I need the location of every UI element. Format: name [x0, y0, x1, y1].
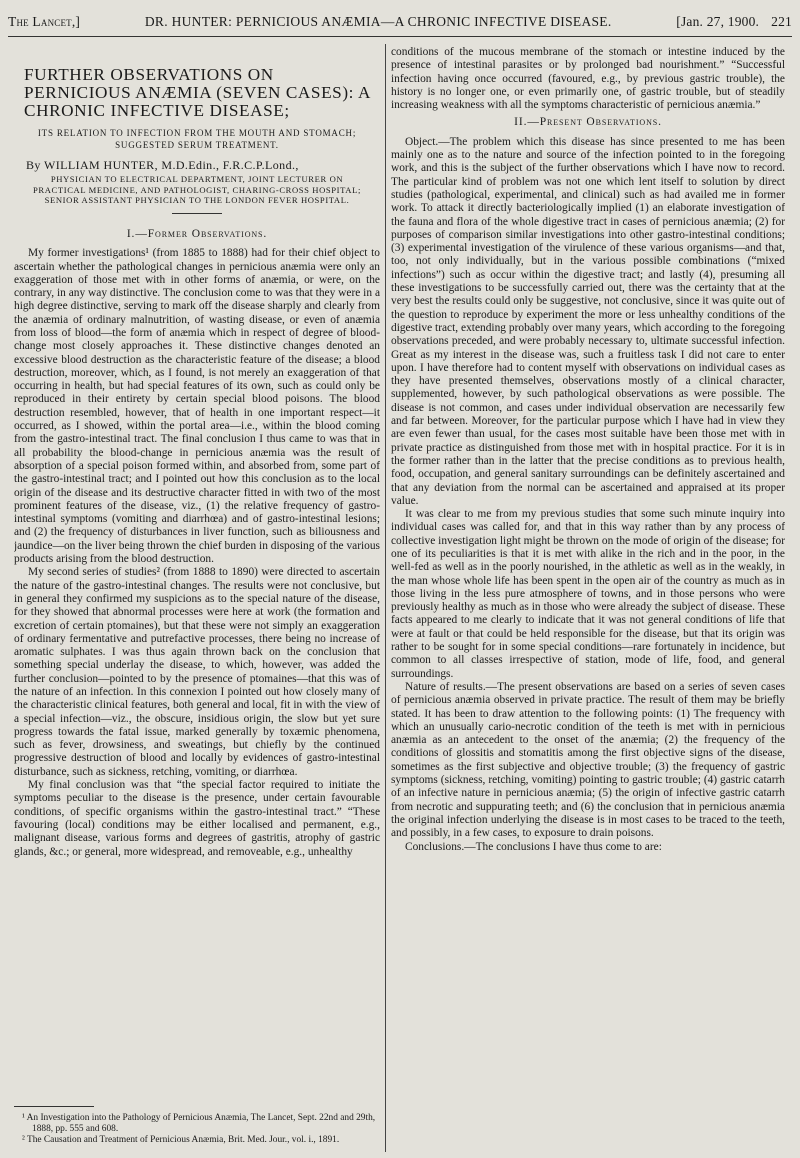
paragraph: My former investigations¹ (from 1885 to 1888) had for their chief object to ascertain whether the pathological changes in pernicious anæmia were only an exaggeration of those met with in other forms of anæmia, or were, on the contrary, in any way distinctive. The conclusion come to was that they were in a high degree distinctive, serving to mark off the disease sharply and clearly from the anæmia of ordinary malnutrition, of wasting disease, or even of anæmia from loss of blood—the form of anæmia which in respect of degree of blood-change most closely approaches it. These distinctive changes denoted an excessive blood destruction as the characteristic feature of the disease; a blood destruction, moreover, which, as I found, is not merely an exaggeration of that occurring in health, but had special features of its own, such as could only be reproduced in their entirety by certain special blood poisons. The blood destruction resembled, however, that of health in one important respect—it occurred, as I showed, within the portal area—i.e., within the blood coming from the gastro-intestinal tract. The final conclusion I thus came to was that in all probability the blood-change in pernicious anæmia was the result of absorption of a special poison formed within, and absorbed from, some part of the gastro-intestinal tract; and I pointed out how this conclusion as to the local origin of the disease and its destructive character fitted in with two of the most prominent features of the disease, viz., (1) the relative frequency of gastro-intestinal symptoms (vomiting and diarrhœa) and of gastro-intestinal lesions; and (2) the frequency of disturbances in liver function, such as biliousness and jaundice—on the liver being thrown the chief burden in disposing of the various products arising from the blood destruction.	[14, 247, 380, 566]
date-and-page	[676, 14, 792, 30]
paragraph: My second series of studies² (from 1888 to 1890) were directed to ascertain the nature of the gastro-intestinal changes. The results were not conclusive, but in general they confirmed my suspicions as to the special nature of the disease, for they showed that abnormal processes were here at work (the formation and excretion of certain ptomaines), but that these were not simply an exaggeration of ordinary fermentative and putrefactive processes, there being no increase of aromatic sulphates. I was thus again thrown back on the conclusion that something special underlay the disease, to which, however, was added the further conclusion—pointed to by the presence of ptomaines—that this was of the nature of an infection. In this connexion I pointed out how closely many of the characteristic clinical features, both general and local, fit in with the view of a special infection—viz., the obscure, insidious origin, the slow but yet sure progress towards the fatal issue, marked generally by toxæmic phenomena, such as fever, drowsiness, and sweatings, but chiefly by the continued progressive destruction of blood and locally by evidences of gastro-intestinal disturbance, such as sickness, retching, vomiting, or diarrhœa.	[14, 566, 380, 778]
author-affiliation: PHYSICIAN TO ELECTRICAL DEPARTMENT, JOINT LECTURER ON PRACTICAL MEDICINE, AND PATHOLOGIST, CHARING-CROSS HOSPITAL; SENIOR ASSISTANT PHYSICIAN TO THE LONDON FEVER HOSPITAL.	[33, 174, 361, 205]
left-column	[14, 44, 380, 1154]
paragraph: Nature of results.—The present observations are based on a series of seven cases of pernicious anæmia observed in private practice. The result of them may be briefly stated. It has been to draw attention to the following points: (1) The frequency with which an unusually cario-necrotic condition of the teeth is met with in pernicious anæmia as an antecedent to the onset of the anæmia; (2) the frequency of the conditions of glossitis and stomatitis among the first objective signs of the disease, sometimes as the first subjective and objective trouble; (3) the frequency of gastric symptoms (sickness, retching, vomiting) pointing to gastric trouble; (4) gastric catarrh of an infective nature in pernicious anæmia; (5) the origin of infective gastric catarrh from necrotic and suppurating teeth; and (6) the conclusion that in pernicious anæmia the original infection underlying the disease is in most cases to be traced to the teeth, and possibly, in a few cases, to exposure to drain poisons.	[391, 680, 785, 840]
running-title: DR. HUNTER: PERNICIOUS ANÆMIA—A CHRONIC INFECTIVE DISEASE.	[144, 14, 612, 29]
right-column	[391, 46, 785, 1154]
paragraph: conditions of the mucous membrane of the stomach or intestine induced by the presence of intestinal parasites or by prolonged bad nourishment.” “Successful infection having once occurred (favoured, e.g., by previous gastric trouble), the history is no longer one, or even primarily one, of gastric trouble, but of steadily increasing weakness with all the symptoms characteristic of pernicious anæmia.”	[391, 46, 785, 112]
section-heading-present: II.—Present Observations.	[514, 116, 662, 129]
issue-date: [Jan. 27, 1900.	[676, 14, 760, 29]
footnote: ¹ An Investigation into the Pathology of Pernicious Anæmia, The Lancet, Sept. 22nd and 29th, 1888, pp. 555 and 608.	[22, 1113, 376, 1134]
paragraph: Conclusions.—The conclusions I have thus come to are:	[405, 840, 662, 853]
author-name: WILLIAM HUNTER, M.D.Edin., F.R.C.P.Lond.,	[44, 158, 299, 172]
footnotes	[14, 1106, 380, 1146]
column-divider	[385, 44, 386, 1152]
journal-name: The Lancet,]	[8, 14, 81, 29]
paragraph: My final conclusion was that “the special factor required to initiate the symptoms peculiar to the disease is the presence, under certain favourable conditions, of specific organisms within the gastro-intestinal tract.” “These favouring (local) conditions may be either localised and permanent, e.g., malignant disease, various forms and degrees of gastritis, atrophy of gastric glands, &c.; or general, more widespread, and removeable, e.g., unhealthy	[14, 779, 380, 858]
section-heading-former: I.—Former Observations.	[126, 227, 268, 240]
paragraph: Object.—The problem which this disease has since presented to me has been mainly one as to the nature and source of the infection pointed to in the foregoing work, and this is the subject of the further observations which I have now to record. The particular kind of problem was not one which lent itself to solution by direct studies (pathological, experimental, and clinical) such as had availed me in former work. To attack it directly bacteriologically implied (1) an elaborate investigation of the fauna and flora of the whole digestive tract in cases of pernicious anæmia; (2) for purposes of comparison similar investigations into other gastro-intestinal conditions; (3) experimental investigation of the virulence of these various organisms—and that, too, not only individually, but in the various possible combinations (“mixed infections”) such as occur within the digestive tract; and lastly (4), presuming all these investigations to be successfully carried out, there was the certainty that at the very best the results could only be suggestive, not conclusive, since it was quite out of the question to reproduce by experiment the more or less unhealthy conditions of the digestive tract, extending probably over many years, which according to the foregoing observations preceded, and were probably necessary to, ultimate successful infection. Great as my interest in the disease was, such a fruitless task I did not care to enter upon. I have therefore had to content myself with observations on individual cases as they have presented themselves, observations mostly of a clinical character, supplemented, however, by such pathological observations as were possible. The disease is not common, and cases under individual observation are necessarily few and far between. Moreover, for the particular purpose which I have had in view they are even fewer than usual, for the cases most suitable have been those met with in private practice as distinguished from those met with in hospital practice. For it is in the former rather than in the latter that the precise conditions as to previous health, food, occupation, and general sanitary surroundings can be definitely ascertained and that any deviation from the normal can be ascertained and appraised at its proper value.	[391, 135, 785, 507]
page-number: 221	[771, 14, 792, 29]
footnote: ² The Causation and Treatment of Pernicious Anæmia, Brit. Med. Jour., vol. i., 1891.	[22, 1135, 340, 1145]
byline-prefix: By	[26, 158, 41, 172]
footnote-rule	[14, 1106, 94, 1107]
running-header	[8, 14, 792, 37]
title-rule	[172, 213, 222, 214]
article-title: FURTHER OBSERVATIONS ON PERNICIOUS ANÆMIA (SEVEN CASES): A CHRONIC INFECTIVE DISEASE;	[24, 65, 371, 120]
paragraph: It was clear to me from my previous studies that some such minute inquiry into individual cases was called for, and that in this way rather than by any process of collective investigation light might be thrown on the mode of origin of the disease; for one of its peculiarities is that it is met with alike in the rich and in the poor, in the well-fed as well as in the poorly nourished, in the athletic as well as in the weakly, in the man whose whole life has been spent in the open air of the country as much as in those living in the less pure atmosphere of towns, and in those persons who were previously healthy as much as in those who were already the subject of disease. These facts appeared to me clearly to indicate that it was not general conditions of life that were at fault or that could be held responsible for the disease, but that its origin was rather to be sought for in some special conditions—rare fortunately in incidence, but common to all classes irrespective of station, mode of life, food, and general surroundings.	[391, 508, 785, 680]
byline	[26, 159, 380, 172]
article-subtitle: ITS RELATION TO INFECTION FROM THE MOUTH AND STOMACH; SUGGESTED SERUM TREATMENT.	[37, 128, 357, 150]
